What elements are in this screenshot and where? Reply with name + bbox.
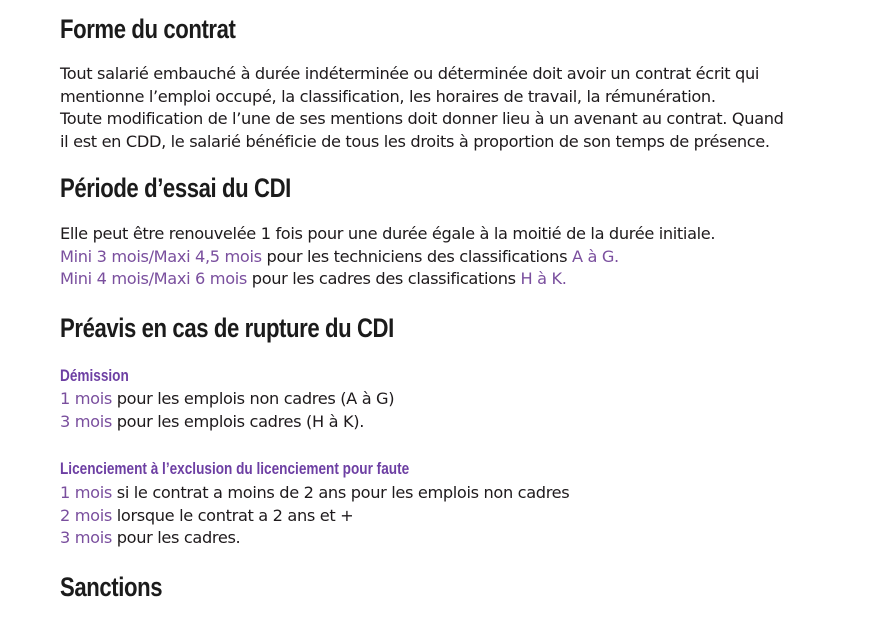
accent-duration: 1 mois: [60, 389, 112, 408]
text-line: Tout salarié embauché à durée indéterminée ou déterminée doit avoir un contrat écrit qui: [60, 64, 760, 83]
list-item: Mini 4 mois/Maxi 6 mois pour les cadres des classifications H à K.: [60, 269, 567, 288]
list-item: 1 mois si le contrat a moins de 2 ans pour les emplois non cadres: [60, 483, 570, 502]
list-item: 2 mois lorsque le contrat a 2 ans et +: [60, 505, 354, 525]
text-line: Toute modification de l’une de ses mentions doit donner lieu à un avenant au contrat. Quand: [60, 109, 784, 128]
list-item: 1 mois pour les emplois non cadres (A à G): [60, 389, 395, 408]
accent-classification: H à K.: [520, 269, 567, 288]
subheading-demission: Démission: [60, 366, 129, 385]
accent-duration: Mini 4 mois/Maxi 6 mois: [60, 269, 247, 288]
paragraph-periode-essai: [60, 223, 715, 291]
accent-duration: Mini 3 mois/Maxi 4,5 mois: [60, 246, 262, 266]
text-line: Elle peut être renouvelée 1 fois pour une durée égale à la moitié de la durée initiale.: [60, 224, 716, 243]
paragraph-forme-du-contrat: [60, 63, 784, 153]
list-demission: [60, 388, 394, 433]
heading-sanctions: Sanctions: [60, 572, 163, 602]
heading-forme-du-contrat: Forme du contrat: [60, 14, 236, 44]
accent-duration: 3 mois: [60, 528, 112, 547]
text-line: il est en CDD, le salarié bénéficie de tous les droits à proportion de son temps de présence.: [60, 131, 770, 151]
list-licenciement: [60, 482, 569, 550]
accent-classification: A à G.: [571, 246, 619, 266]
list-item: 3 mois pour les cadres.: [60, 528, 241, 547]
text-line: mentionne l’emploi occupé, la classification, les horaires de travail, la rémunération.: [60, 86, 716, 106]
accent-duration: 2 mois: [60, 505, 112, 525]
heading-periode-essai: Période d’essai du CDI: [60, 173, 291, 203]
heading-preavis: Préavis en cas de rupture du CDI: [60, 313, 394, 343]
subheading-licenciement: Licenciement à l’exclusion du licenciement pour faute: [60, 459, 410, 478]
list-item: 3 mois pour les emplois cadres (H à K).: [60, 411, 365, 431]
accent-duration: 3 mois: [60, 411, 112, 431]
list-item: Mini 3 mois/Maxi 4,5 mois pour les techniciens des classifications A à G.: [60, 246, 619, 266]
accent-duration: 1 mois: [60, 483, 112, 502]
